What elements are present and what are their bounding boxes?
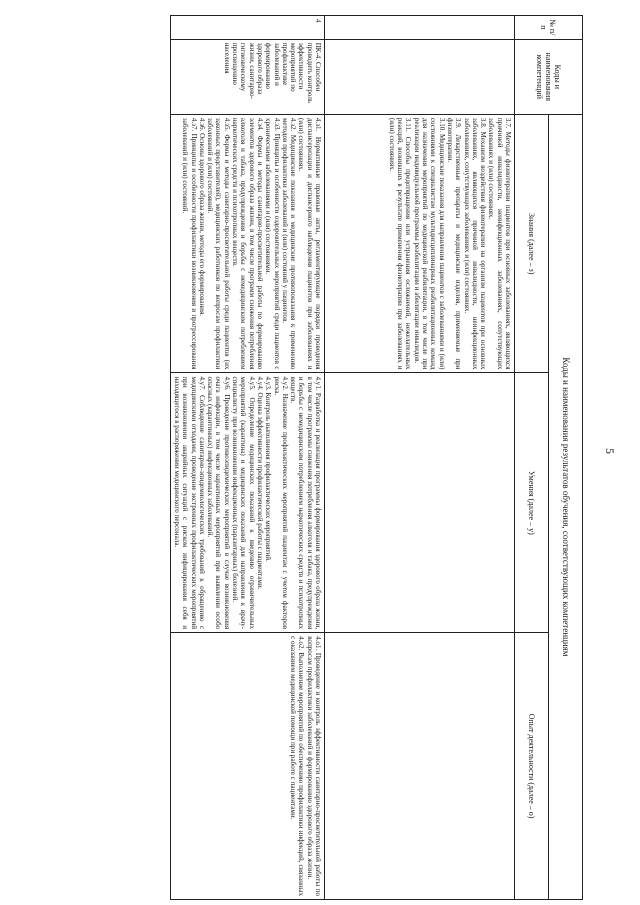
list-item: 3.8. Механизм воздействия физиотерапии на организм пациентов при основных заболеваниях, являющихся причиной инвалидности, неинфекционных заболеваниях, сопутствующих заболеваниях и (или) состояниях. — [462, 117, 488, 370]
list-item: 4.о1. Проведение и контроль эффективности санитарно-просветительной работы по вопросам профилактики заболеваний и формированию здорового образа жизни. — [305, 636, 322, 896]
list-item: 3.10. Медицинские показания для направления пациентов с заболеваниями и (или) состояниями к специалистам мультидисциплинарных реабилитационных команд для назначения мероприятий по медицинской реабилитации, в том числе при реализации индивидуальной программы реабилитации и абилитации инвалидов. — [412, 117, 446, 370]
list-item: 3.11. Способы предотвращения или устранения осложнений, нежелательных реакций, возникших в результате применения физиотерапии при заболеваниях и (или) состояниях. — [387, 117, 413, 370]
header-num: № п/п — [515, 16, 583, 40]
table-row — [170, 16, 324, 900]
list-item: 3.7. Методы физиотерапии пациентов при основных заболеваниях, являющихся причиной инвалидности, неинфекционных заболеваниях, сопутствующих заболеваниях и (или) состояниях. — [487, 117, 512, 370]
header-results: Коды и наименования результатов обучения, соответствующих компетенциям — [549, 114, 583, 899]
list-item: 3.9. Лекарственные препараты и медицинские изделия, применяемые при физиотерапии. — [445, 117, 463, 370]
table-row — [325, 16, 515, 900]
rotated-table-wrapper — [58, 15, 583, 900]
page-number: 5 — [603, 448, 617, 454]
list-item: 4.о2. Выполнение мероприятий по обеспечению профилактики инфекций, связанных с оказанием медицинской помощи при работе с пациентами. — [289, 636, 306, 896]
list-item: 4.у4. Оценка эффективности профилактической работы с пациентами. — [255, 376, 264, 590]
competence-cell: ПК-4. Способен проводить контроль эффективности мероприятий по профилактике заболеваний и формированию здорового образа жизни, санитарно-гигиеническому просвещению населения — [170, 39, 324, 114]
list-item: 4.у7. Соблюдение санитарно-эпидемиологических требований к обращению с медицинскими отходами, проведение экстренных профилактических мероприятий при возникновении аварийных ситуаций с риском инфицирования себя и находящегося в распоряжении медицинского персонала. — [172, 376, 206, 630]
list-item: 4.з1. Нормативные правовые акты, регламентирующие порядки проведения диспансеризации и диспансерного наблюдения пациентов при заболеваниях и (или) состояниях. — [297, 117, 322, 370]
knowledge-cell-prev — [325, 114, 515, 373]
list-item: 4.з6. Основы здорового образа жизни, методы его формирования. — [197, 117, 206, 316]
list-item: 4.у5. Определение медицинских показаний к введению ограничительных мероприятий (карантина) и медицинских показаний для направления к врачу-специалисту при возникновении инфекционных (паразитарных) болезней. — [231, 376, 256, 630]
skills-cell — [170, 373, 324, 633]
experience-cell — [170, 633, 324, 900]
list-item: 4.у3. Контроль выполнения профилактических мероприятий. — [264, 376, 273, 562]
list-item: 4.з4. Формы и методы санитарно-просветительной работы по формированию элементов здорового образа жизни, в том числе программ снижения потребления алкоголя и табака, предупреждения и борьбы с немедицинским потреблением наркотических средств и психотропных веществ. — [231, 117, 264, 370]
header-skills: Умения (далее – у) — [515, 373, 549, 633]
header-codes: Коды и наименования компетенций — [515, 39, 583, 114]
list-item: 4.у2. Назначение профилактических мероприятий пациентам с учетом факторов риска. — [272, 376, 289, 630]
list-item: 4.з5. Формы и методы санитарно-просветительной работы среди пациентов (их законных представителей), медицинских работников по вопросам профилактики заболеваний и (или) состояний. — [206, 117, 231, 370]
header-knowledge: Знания (далее – з) — [515, 114, 549, 373]
competence-table — [170, 15, 583, 900]
header-experience: Опыт деятельности (далее – о) — [515, 633, 549, 900]
list-item: 4.у1. Разработка и реализация программы формирования здорового образа жизни, в том числе программы снижения потребления алкоголя и табака, предупреждения и борьбы с немедицинским потреблением наркотических средств и психотропных веществ. — [289, 376, 322, 630]
list-item: 4.з3. Принципы и особенности оздоровительных мероприятий среди пациентов с хроническими заболеваниями и (или) состояниями. — [264, 117, 281, 370]
row-number: 4 — [170, 16, 324, 40]
list-item: 4.з7. Принципы и особенности профилактики возникновения и прогрессирования заболеваний и (или) состояний. — [181, 117, 198, 370]
list-item: 4.у6. Проведение противоэпидемических мероприятий в случае возникновения очага инфекции, в том числе карантинных мероприятий при выявлении особо опасных (карантинных) инфекционных заболеваний. — [206, 376, 231, 630]
list-item: 4.з2. Медицинские показания и медицинские противопоказания к применению методов профилактики заболеваний и (или) состояний у пациентов. — [280, 117, 298, 370]
knowledge-cell — [170, 114, 324, 373]
